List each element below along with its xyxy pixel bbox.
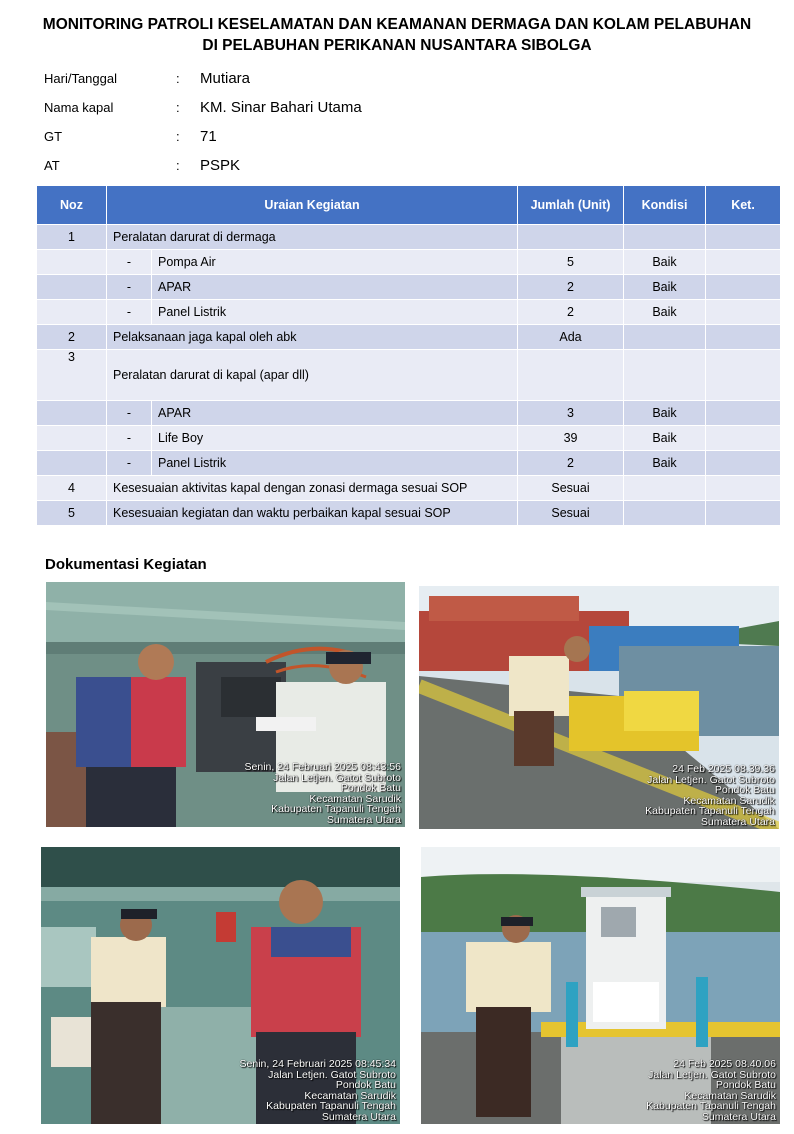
table-row — [37, 451, 781, 476]
info-row-at — [44, 151, 362, 180]
cell-desc: Peralatan darurat di kapal (apar dll) — [107, 350, 518, 401]
cell-dash: - — [107, 275, 152, 300]
photo-ship-interior — [41, 847, 400, 1124]
cell-kondisi — [624, 325, 706, 350]
cell-kondisi: Baik — [624, 250, 706, 275]
cell-qty — [518, 350, 624, 401]
cell-dash: - — [107, 250, 152, 275]
header-no: Noz — [37, 186, 107, 225]
stamp-line: Pondok Batu — [340, 782, 401, 794]
cell-desc: Pelaksanaan jaga kapal oleh abk — [107, 325, 518, 350]
info-colon: : — [176, 71, 180, 86]
info-row-date — [44, 64, 362, 93]
cell-desc: Pompa Air — [152, 250, 518, 275]
cell-ket — [706, 275, 781, 300]
cell-kondisi: Baik — [624, 426, 706, 451]
cell-no — [37, 451, 107, 476]
cell-no — [37, 275, 107, 300]
cell-no: 5 — [37, 501, 107, 526]
photo-dock-panel — [419, 586, 779, 829]
cell-kondisi — [624, 350, 706, 401]
cell-desc: Kesesuaian aktivitas kapal dengan zonasi dermaga sesuai SOP — [107, 476, 518, 501]
cell-no — [37, 401, 107, 426]
cell-desc: APAR — [152, 275, 518, 300]
cell-qty: 3 — [518, 401, 624, 426]
stamp-line: Kabupaten Tapanuli Tengah — [266, 1100, 396, 1112]
table-row — [37, 401, 781, 426]
cell-ket — [706, 250, 781, 275]
cell-ket — [706, 501, 781, 526]
cell-dash: - — [107, 401, 152, 426]
cell-kondisi: Baik — [624, 300, 706, 325]
stamp-line: 24 Feb 2025 08.40.06 — [673, 1058, 776, 1070]
stamp-line: Sumatera Utara — [326, 813, 401, 826]
cell-no: 3 — [37, 350, 107, 401]
table-row — [37, 350, 781, 401]
stamp-line: Jalan Letjen. Gatot Subroto — [648, 1068, 776, 1081]
info-label: Nama kapal — [44, 100, 114, 115]
cell-qty: 2 — [518, 300, 624, 325]
cell-desc: Kesesuaian kegiatan dan waktu perbaikan kapal sesuai SOP — [107, 501, 518, 526]
info-colon: : — [176, 100, 180, 115]
cell-dash: - — [107, 451, 152, 476]
stamp-line: Jalan Letjen. Gatot Subroto — [273, 771, 401, 784]
cell-dash: - — [107, 426, 152, 451]
info-colon: : — [176, 158, 180, 173]
cell-ket — [706, 476, 781, 501]
cell-dash: - — [107, 300, 152, 325]
stamp-line: Kecamatan Sarudik — [683, 794, 775, 807]
cell-kondisi — [624, 476, 706, 501]
info-colon: : — [176, 129, 180, 144]
info-value: 71 — [200, 128, 217, 145]
stamp-line: Jalan Letjen. Gatot Subroto — [647, 773, 775, 786]
cell-no: 4 — [37, 476, 107, 501]
info-row-ship-name — [44, 93, 362, 122]
stamp-line: Pondok Batu — [335, 1079, 396, 1091]
title-line-1: MONITORING PATROLI KESELAMATAN DAN KEAMANAN DERMAGA DAN KOLAM PELABUHAN — [42, 16, 752, 33]
info-label: Hari/Tanggal — [44, 71, 117, 86]
cell-ket — [706, 325, 781, 350]
cell-qty: 5 — [518, 250, 624, 275]
stamp-line: Sumatera Utara — [700, 815, 775, 828]
header-ket: Ket. — [706, 186, 781, 225]
cell-desc: Life Boy — [152, 426, 518, 451]
stamp-line: Kabupaten Tapanuli Tengah — [271, 803, 401, 815]
cell-kondisi: Baik — [624, 401, 706, 426]
stamp-line: Jalan Letjen. Gatot Subroto — [268, 1068, 396, 1081]
table-row — [37, 300, 781, 325]
stamp-line: Kabupaten Tapanuli Tengah — [645, 805, 775, 817]
header-jumlah: Jumlah (Unit) — [518, 186, 624, 225]
info-label: AT — [44, 158, 60, 173]
cell-desc: APAR — [152, 401, 518, 426]
ship-info — [44, 64, 362, 180]
info-row-gt — [44, 122, 362, 151]
cell-kondisi: Baik — [624, 451, 706, 476]
stamp-line: Kabupaten Tapanuli Tengah — [646, 1100, 776, 1112]
cell-qty: Sesuai — [518, 501, 624, 526]
cell-desc: Peralatan darurat di dermaga — [107, 225, 518, 250]
cell-ket — [706, 451, 781, 476]
cell-kondisi — [624, 225, 706, 250]
cell-qty — [518, 225, 624, 250]
stamp-line: Kecamatan Sarudik — [304, 1089, 396, 1102]
header-kondisi: Kondisi — [624, 186, 706, 225]
table-row — [37, 275, 781, 300]
section-title: Dokumentasi Kegiatan — [45, 556, 207, 573]
cell-no — [37, 250, 107, 275]
photo-stamp — [645, 764, 775, 827]
cell-ket — [706, 426, 781, 451]
table-row — [37, 426, 781, 451]
stamp-line: Kecamatan Sarudik — [684, 1089, 776, 1102]
cell-desc: Panel Listrik — [152, 300, 518, 325]
photo-stamp — [245, 762, 401, 825]
cell-kondisi: Baik — [624, 275, 706, 300]
cell-desc: Panel Listrik — [152, 451, 518, 476]
stamp-line: Kecamatan Sarudik — [309, 792, 401, 805]
table-header-row — [37, 186, 781, 225]
stamp-line: Pondok Batu — [715, 1079, 776, 1091]
cell-kondisi — [624, 501, 706, 526]
cell-ket — [706, 350, 781, 401]
cell-ket — [706, 225, 781, 250]
info-value: Mutiara — [200, 70, 251, 87]
cell-qty: Ada — [518, 325, 624, 350]
photo-stamp — [646, 1059, 776, 1122]
photo-engine-room — [46, 582, 405, 827]
stamp-line: Sumatera Utara — [321, 1110, 396, 1123]
cell-no — [37, 300, 107, 325]
cell-qty: 2 — [518, 275, 624, 300]
info-label: GT — [44, 129, 63, 144]
title-line-2: DI PELABUHAN PERIKANAN NUSANTARA SIBOLGA — [202, 37, 592, 54]
table-row — [37, 325, 781, 350]
stamp-line: Senin, 24 Februari 2025 08:43:56 — [244, 761, 401, 773]
stamp-line: Senin, 24 Februari 2025 08:45:34 — [239, 1058, 396, 1070]
cell-qty: Sesuai — [518, 476, 624, 501]
cell-no: 1 — [37, 225, 107, 250]
cell-no — [37, 426, 107, 451]
cell-ket — [706, 300, 781, 325]
stamp-line: 24 Feb 2025 08.39.36 — [672, 763, 775, 775]
info-value: PSPK — [200, 157, 241, 174]
header-uraian: Uraian Kegiatan — [107, 186, 518, 225]
table-row — [37, 225, 781, 250]
cell-ket — [706, 401, 781, 426]
stamp-line: Sumatera Utara — [701, 1110, 776, 1123]
stamp-line: Pondok Batu — [714, 784, 775, 796]
photo-stamp — [240, 1059, 396, 1122]
table-row — [37, 250, 781, 275]
photo-fuel-pump — [421, 847, 780, 1124]
monitoring-table — [36, 185, 781, 526]
document-title — [0, 14, 794, 56]
table-row — [37, 476, 781, 501]
info-value: KM. Sinar Bahari Utama — [200, 99, 362, 116]
cell-no: 2 — [37, 325, 107, 350]
cell-qty: 39 — [518, 426, 624, 451]
cell-qty: 2 — [518, 451, 624, 476]
table-row — [37, 501, 781, 526]
